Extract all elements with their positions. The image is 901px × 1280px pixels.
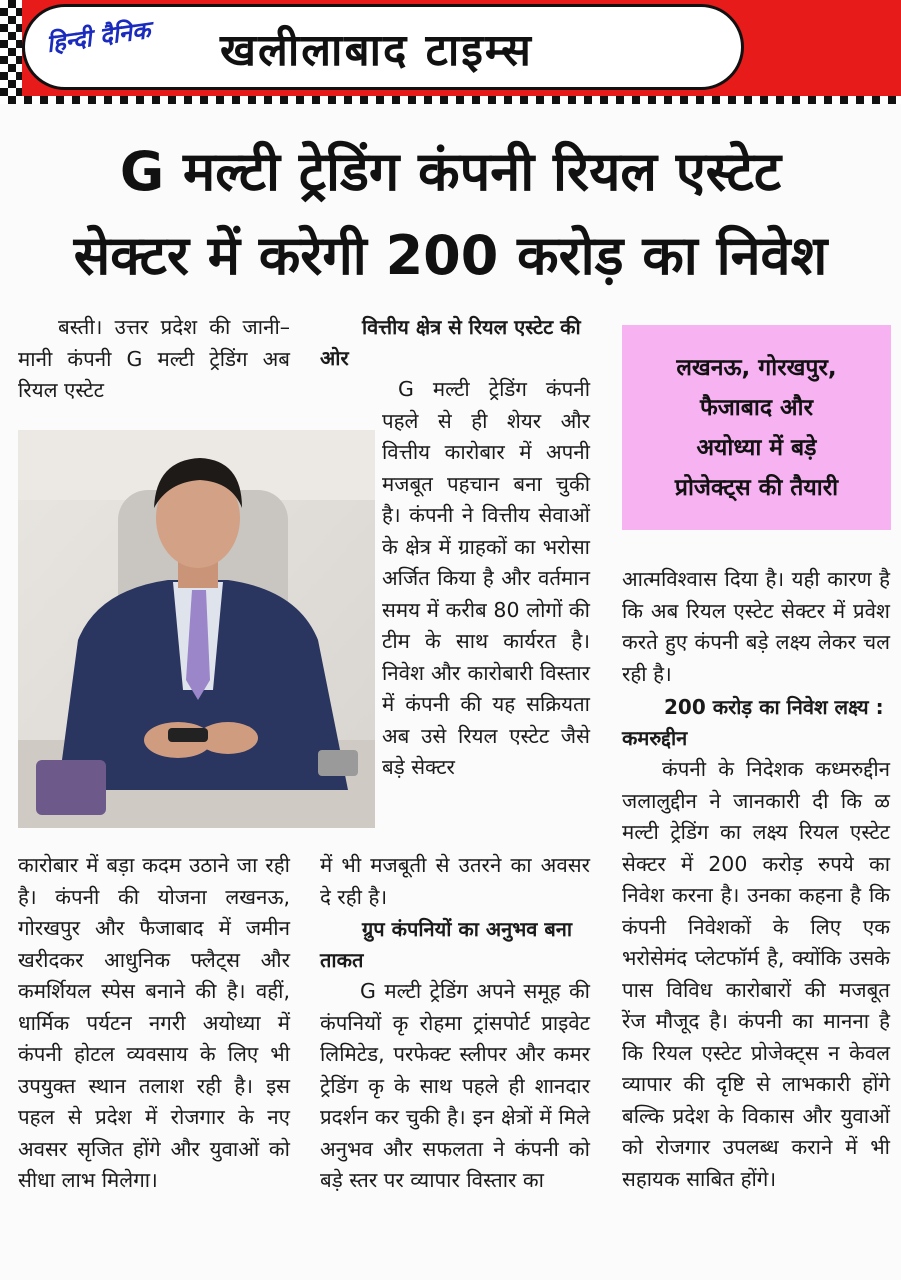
- newspaper-title: खलीलाबाद टाइम्स: [220, 25, 533, 76]
- headline-line-2: सेक्टर में करेगी 200 करोड़ का निवेश: [73, 224, 828, 287]
- col2-para-1: [382, 374, 590, 784]
- col3-para-2: [622, 754, 890, 1195]
- col1-body: [18, 850, 290, 1197]
- highlight-line-1: लखनऊ, गोरखपुर,: [676, 354, 837, 381]
- col2-para-1-cont-text: में भी मजबूती से उतरने का अवसर दे रही है।: [320, 853, 590, 909]
- highlight-line-4: प्रोजेक्ट्स की तैयारी: [674, 474, 839, 501]
- highlight-box: [622, 325, 891, 530]
- col3-para-2-text: कंपनी के निदेशक कध्मरुद्दीन जलालुद्दीन ने जानकारी दी कि ळ मल्टी ट्रेडिंग का लक्ष्य रियल एस्टेट सेक्टर में 200 करोड़ रुपये का निवेश करना है। उनका कहना है कि कंपनी निवेशकों के लिए एक भरोसेमंद प्लेटफॉर्म है, क्योंकि उसके पास विविध कारोबारों की मजबूत रेंज मौजूद है। कंपनी का मानना है कि रियल एस्टेट प्रोजेक्ट्स न केवल व्यापार की दृष्टि से लाभकारी होंगे बल्कि प्रदेश के विकास और युवाओं को रोजगार उपलब्ध कराने में भी सहायक साबित होंगे।: [622, 757, 890, 1191]
- col1-body-text: कारोबार में बड़ा कदम उठाने जा रही है। कंपनी की योजना लखनऊ, गोरखपुर और फैजाबाद में जमीन खरीदकर आधुनिक फ्लैट्स और कमर्शियल स्पेस बनाने की है। वहीं, धार्मिक पर्यटन नगरी अयोध्या में कंपनी होटल व्यवसाय के लिए भी उपयुक्त स्थान तलाश रही है। इस पहल से प्रदेश में रोजगार के नए अवसर सृजित होंगे और युवाओं को सीधा लाभ मिलेगा।: [18, 853, 290, 1192]
- col1-intro: [18, 312, 290, 407]
- director-photo: [18, 430, 375, 828]
- highlight-line-3: अयोध्या में बड़े: [696, 434, 817, 461]
- masthead: [0, 0, 901, 104]
- col2-subheading-2: ग्रुप कंपनियों का अनुभव बना ताकत: [320, 917, 573, 972]
- col3-subheading: 200 करोड़ का निवेश लक्ष्य : कमरुद्दीन: [622, 695, 884, 750]
- col3-para-1-text: आत्मविश्वास दिया है। यही कारण है कि अब रियल एस्टेट सेक्टर में प्रवेश करते हुए कंपनी बड़े लक्ष्य लेकर चल रही है।: [622, 567, 890, 686]
- highlight-line-2: फैजाबाद और: [699, 394, 813, 421]
- col2-para-2-text: G मल्टी ट्रेडिंग अपने समूह की कंपनियों कृ रोहमा ट्रांसपोर्ट प्राइवेट लिमिटेड, परफेक्ट स्लीपर और कमर ट्रेडिंग कृ के साथ पहले ही शानदार प्रदर्शन कर चुकी है। इन क्षेत्रों में मिले अनुभव और सफलता ने कंपनी को बड़े स्तर पर व्यापार विस्तार का: [320, 979, 590, 1192]
- col3-para-1: [622, 564, 890, 690]
- col2-para-1-cont: [320, 850, 590, 913]
- col2-para-1-text: G मल्टी ट्रेडिंग कंपनी पहले से ही शेयर और वित्तीय कारोबार में अपनी मजबूत पहचान बना चुकी है। कंपनी ने वित्तीय सेवाओं के क्षेत्र में ग्राहकों का भरोसा अर्जित किया है और वर्तमान समय में करीब 80 लोगों की टीम के साथ कार्यरत है। निवेश और कारोबारी विस्तार में कंपनी की यह सक्रियता अब उसे रियल एस्टेट जैसे बड़े सेक्टर: [382, 377, 590, 779]
- col2-subheading-1: वित्तीय क्षेत्र से रियल एस्टेट की ओर: [320, 315, 581, 370]
- col1-intro-text: बस्ती। उत्तर प्रदेश की जानी–मानी कंपनी G मल्टी ट्रेडिंग अब रियल एस्टेट: [18, 315, 290, 402]
- col2-para-2: [320, 976, 590, 1197]
- masthead-tag: हिन्दी दैनिक: [44, 14, 152, 59]
- headline-line-1: G मल्टी ट्रेडिंग कंपनी रियल एस्टेट: [119, 140, 782, 203]
- director-photo-image: [18, 430, 375, 828]
